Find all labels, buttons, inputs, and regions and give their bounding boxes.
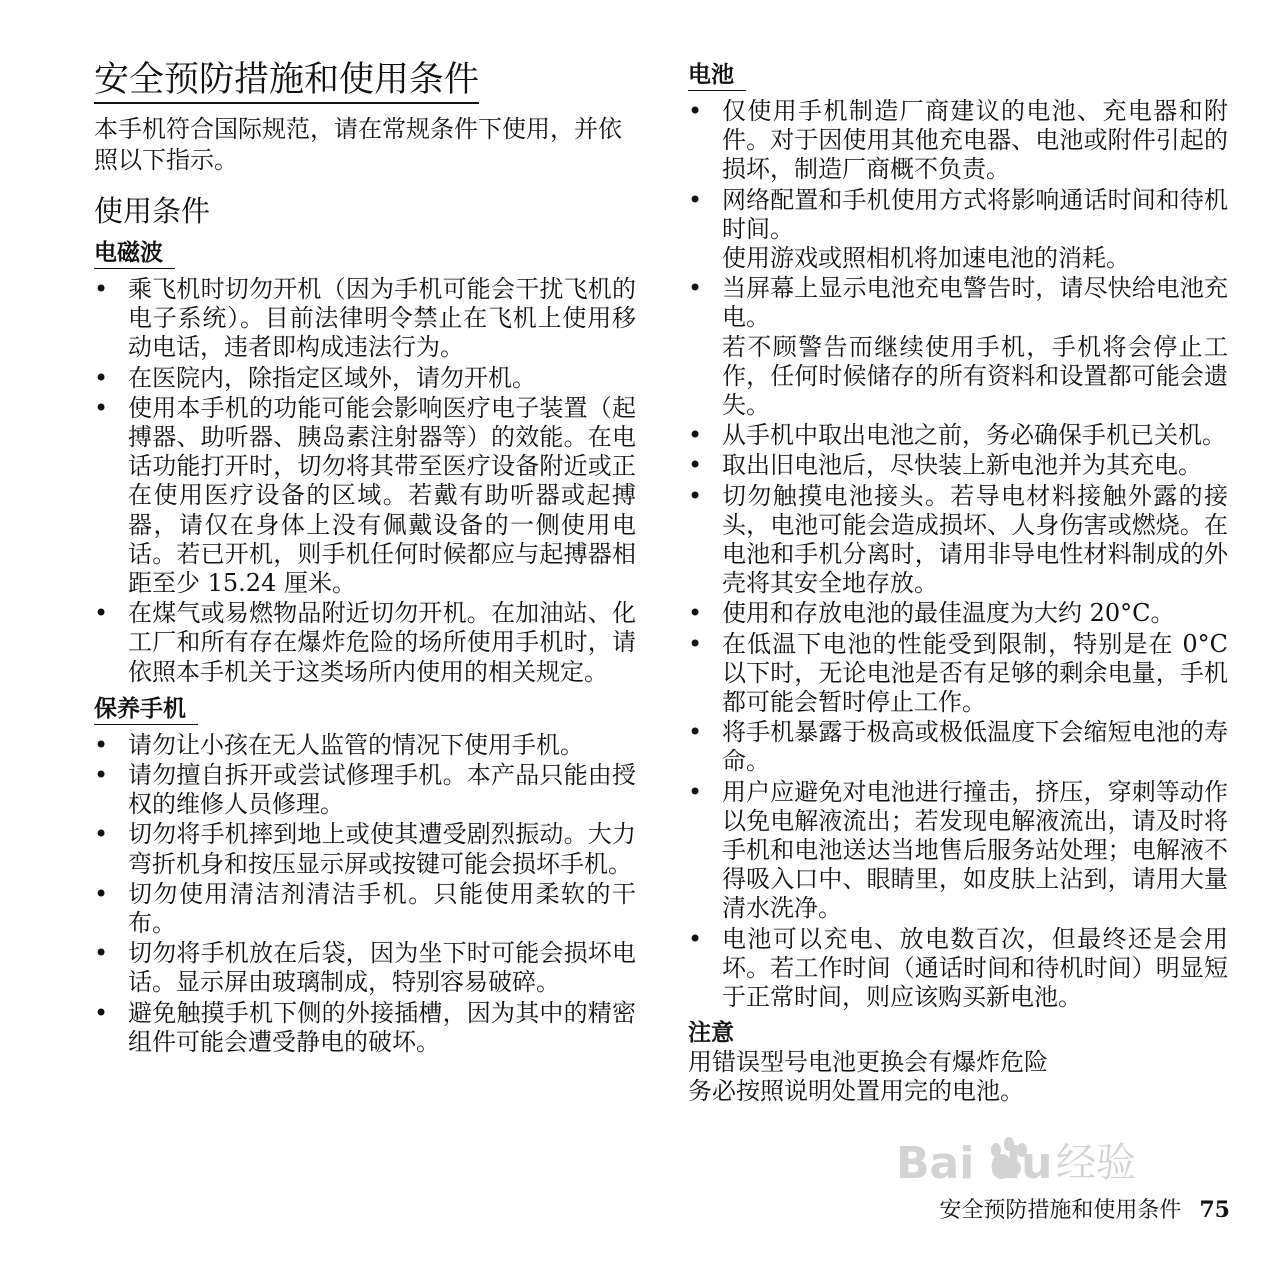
section-title-usage-conditions: 使用条件: [94, 194, 211, 228]
list-item-text: 避免触摸手机下侧的外接插槽，因为其中的精密组件可能会遭受静电的破坏。: [128, 998, 636, 1056]
list-item-text: 取出旧电池后，尽快装上新电池并为其充电。: [722, 451, 1202, 480]
list-item: [94, 599, 636, 687]
bullet-icon: •: [688, 185, 703, 214]
list-item-text: 用户应避免对电池进行撞击，挤压，穿刺等动作以免电解液流出；若发现电解液流出，请及时将手机和电池送达当地售后服务站处理；电解液不得吸入口中、眼睛里，如皮肤上沾到，请用大量清水洗净。: [722, 777, 1228, 923]
bullet-icon: •: [94, 363, 109, 392]
list-item-text: 使用和存放电池的最佳温度为大约 20°C。: [722, 599, 1175, 628]
bullet-icon: •: [94, 761, 109, 790]
watermark-text-jingyan: 经验: [1056, 1140, 1136, 1186]
list-item: [688, 778, 1228, 924]
bullet-icon: •: [688, 718, 703, 747]
list-item-text: 切勿触摸电池接头。若导电材料接触外露的接头，电池可能会造成损坏、人身伤害或燃烧。在电池和手机分离时，请用非导电性材料制成的外壳将其安全地存放。: [722, 481, 1228, 598]
bullet-icon: •: [94, 939, 109, 968]
list-item: [94, 761, 636, 819]
subsection-phone-care: [94, 688, 636, 731]
phone-care-list: [94, 731, 636, 1057]
subsection-title: 电磁波: [94, 238, 175, 269]
list-item: [94, 880, 636, 938]
bullet-icon: •: [94, 879, 109, 908]
page-number: 75: [1199, 1197, 1230, 1223]
list-item-text: 乘飞机时切勿开机（因为手机可能会干扰飞机的电子系统）。目前法律明令禁止在飞机上使用移动电话，违者即构成违法行为。: [128, 275, 636, 362]
list-item: [94, 275, 636, 363]
list-item: [94, 394, 636, 598]
list-item-text: 使用本手机的功能可能会影响医疗电子装置（起搏器、助听器、胰岛素注射器等）的效能。在电话功能打开时，切勿将其带至医疗设备附近或正在使用医疗设备的区域。若戴有助听器或起搏器，请仅在身体上没有佩戴设备的一侧使用电话。若已开机，则手机任何时候都应与起搏器相距至少 15.24 厘米。: [128, 393, 636, 598]
list-item-text: 电池可以充电、放电数百次，但最终还是会用坏。若工作时间（通话时间和待机时间）明显短于正常时间，则应该购买新电池。: [722, 924, 1228, 1012]
bullet-icon: •: [688, 481, 703, 510]
list-item-text: 网络配置和手机使用方式将影响通话时间和待机时间。: [722, 185, 1228, 243]
list-item-text: 将手机暴露于极高或极低温度下会缩短电池的寿命。: [722, 718, 1228, 776]
bullet-icon: •: [688, 421, 703, 450]
list-item: [688, 718, 1228, 776]
list-item-text: 请勿让小孩在无人监管的情况下使用手机。: [128, 730, 584, 759]
note-line: 务必按照说明处置用完的电池。: [688, 1077, 1024, 1106]
page-title: 安全预防措施和使用条件: [94, 58, 479, 104]
left-column: [94, 58, 636, 1058]
watermark-text: Bai du: [896, 1138, 1053, 1189]
list-item: [94, 820, 636, 878]
list-item: [688, 925, 1228, 1013]
list-item-text: 切勿将手机放在后袋，因为坐下时可能会损坏电话。显示屏由玻璃制成，特别容易破碎。: [128, 939, 636, 997]
list-item-text: 在煤气或易燃物品附近切勿开机。在加油站、化工厂和所有存在爆炸危险的场所使用手机时，请依照本手机关于这类场所内使用的相关规定。: [128, 599, 636, 686]
list-item: [94, 999, 636, 1057]
page-footer: [860, 1196, 1230, 1225]
intro-paragraph: 本手机符合国际规范，请在常规条件下使用，并依照以下指示。: [94, 115, 622, 174]
bullet-icon: •: [688, 599, 703, 628]
bullet-icon: •: [94, 599, 109, 628]
note-title: 注意: [688, 1019, 734, 1047]
bullet-icon: •: [688, 777, 703, 806]
list-item-extra: 若不顾警告而继续使用手机，手机将会停止工作，任何时候储存的所有资料和设置都可能会遗失。: [722, 332, 1228, 420]
list-item: [94, 939, 636, 997]
footer-section-name: 安全预防措施和使用条件: [939, 1198, 1182, 1223]
subsection-battery: [688, 58, 1228, 97]
list-item: [688, 274, 1228, 420]
bullet-icon: •: [688, 274, 703, 303]
note-line: 用错误型号电池更换会有爆炸危险: [688, 1048, 1048, 1077]
electromagnetic-list: [94, 275, 636, 687]
bullet-icon: •: [688, 451, 703, 480]
list-item: [688, 630, 1228, 718]
list-item: [688, 482, 1228, 599]
list-item-text: 当屏幕上显示电池充电警告时，请尽快给电池充电。: [722, 274, 1228, 332]
bullet-icon: •: [94, 393, 109, 422]
baidu-jingyan-watermark-icon: [896, 1128, 1206, 1192]
list-item: [688, 451, 1228, 480]
list-item-text: 切勿将手机摔到地上或使其遭受剧烈振动。大力弯折机身和按压显示屏或按键可能会损坏手机。: [128, 820, 636, 878]
list-item-text: 在医院内，除指定区域外，请勿开机。: [128, 363, 536, 392]
subsection-electromagnetic: [94, 232, 636, 275]
list-item: [688, 186, 1228, 274]
bullet-icon: •: [688, 97, 703, 125]
subsection-title: 电池: [688, 60, 746, 91]
subsection-title: 保养手机: [94, 694, 198, 725]
bullet-icon: •: [94, 820, 109, 849]
list-item-text: 切勿使用清洁剂清洁手机。只能使用柔软的干布。: [128, 879, 636, 938]
list-item: [688, 421, 1228, 450]
bullet-icon: •: [688, 629, 703, 658]
list-item: [688, 599, 1228, 628]
list-item-extra: 使用游戏或照相机将加速电池的消耗。: [722, 244, 1130, 273]
list-item-text: 从手机中取出电池之前，务必确保手机已关机。: [722, 421, 1226, 450]
list-item-text: 仅使用手机制造厂商建议的电池、充电器和附件。对于因使用其他充电器、电池或附件引起的损坏，制造厂商概不负责。: [722, 97, 1228, 184]
bullet-icon: •: [688, 924, 703, 953]
list-item-text: 在低温下电池的性能受到限制，特别是在 0°C 以下时，无论电池是否有足够的剩余电量，手机都可能会暂时停止工作。: [722, 629, 1228, 717]
right-column: [688, 58, 1228, 1106]
bullet-icon: •: [94, 275, 109, 303]
list-item: [688, 97, 1228, 185]
bullet-icon: •: [94, 998, 109, 1027]
list-item: [94, 364, 636, 393]
bullet-icon: •: [94, 730, 109, 759]
battery-list: [688, 97, 1228, 1012]
list-item: [94, 731, 636, 760]
list-item-text: 请勿擅自拆开或尝试修理手机。本产品只能由授权的维修人员修理。: [128, 761, 636, 819]
